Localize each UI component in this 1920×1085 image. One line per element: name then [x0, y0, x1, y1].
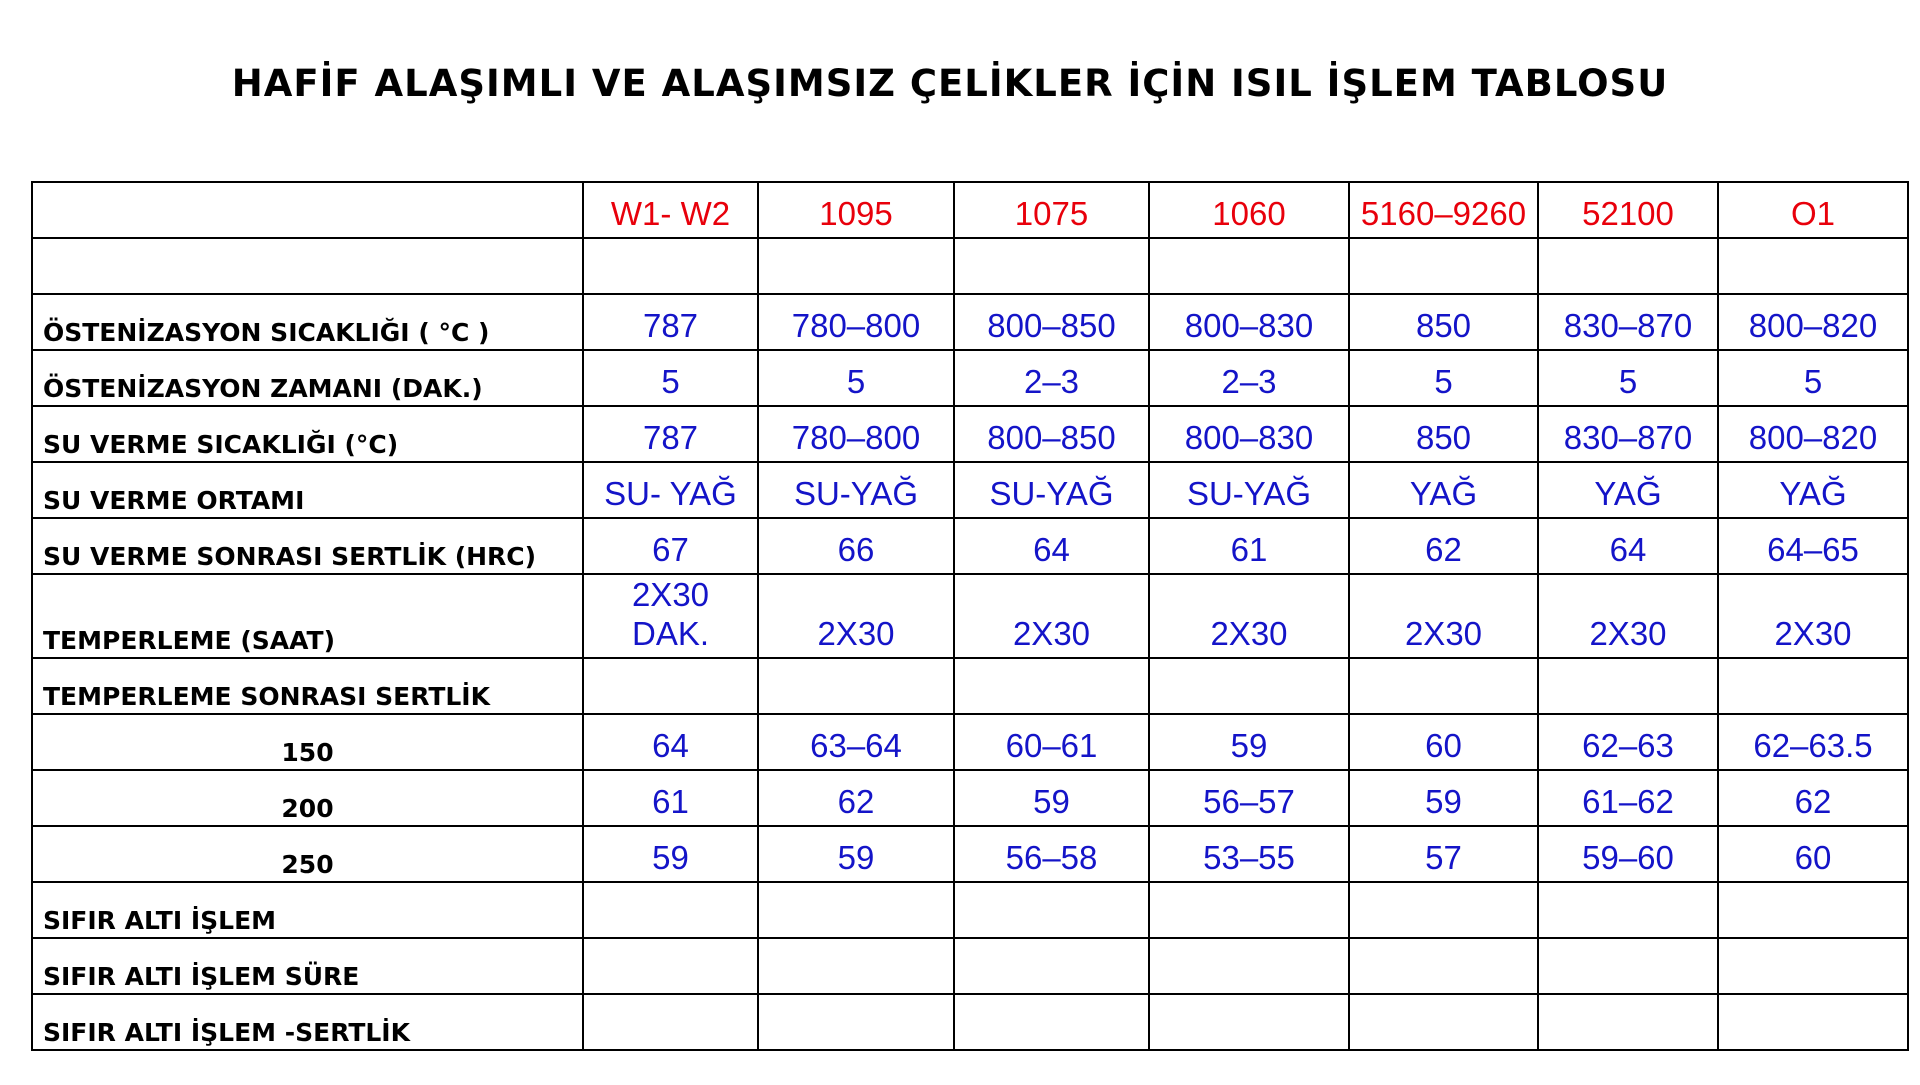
value-cell: 63–64 — [758, 714, 954, 770]
table-row — [32, 714, 1908, 770]
value-cell: 800–820 — [1718, 406, 1908, 462]
value-cell: 2–3 — [1149, 350, 1349, 406]
value-cell — [1349, 882, 1538, 938]
column-header: 5160–9260 — [1349, 182, 1538, 238]
value-cell: 787 — [583, 294, 758, 350]
value-cell: 57 — [1349, 826, 1538, 882]
table-body — [32, 238, 1908, 1050]
value-cell — [1538, 238, 1718, 294]
value-cell — [1149, 938, 1349, 994]
header-corner-cell — [32, 182, 583, 238]
table-row — [32, 826, 1908, 882]
row-label: ÖSTENİZASYON ZAMANI (DAK.) — [32, 350, 583, 406]
table-row — [32, 882, 1908, 938]
value-cell: 59 — [1149, 714, 1349, 770]
value-cell: 62 — [758, 770, 954, 826]
table-row — [32, 350, 1908, 406]
value-cell — [1349, 658, 1538, 714]
value-cell: 830–870 — [1538, 294, 1718, 350]
heat-treatment-table — [31, 181, 1909, 1051]
table-row — [32, 770, 1908, 826]
value-cell: 800–830 — [1149, 406, 1349, 462]
value-cell — [1349, 238, 1538, 294]
value-cell: 64–65 — [1718, 518, 1908, 574]
value-cell: 59 — [1349, 770, 1538, 826]
value-cell — [1538, 994, 1718, 1050]
value-cell: 66 — [758, 518, 954, 574]
row-label: 200 — [32, 770, 583, 826]
value-cell: 2X30 — [1349, 574, 1538, 658]
value-cell: 62 — [1718, 770, 1908, 826]
page-title: HAFİF ALAŞIMLI VE ALAŞIMSIZ ÇELİKLER İÇİN ISIL İŞLEM TABLOSU — [231, 62, 1669, 105]
table-row — [32, 462, 1908, 518]
table-row — [32, 238, 1908, 294]
value-cell: 780–800 — [758, 294, 954, 350]
value-cell: 5 — [1538, 350, 1718, 406]
value-cell: 56–57 — [1149, 770, 1349, 826]
value-cell: 2X30 — [1718, 574, 1908, 658]
value-cell — [954, 882, 1149, 938]
row-label: SIFIR ALTI İŞLEM — [32, 882, 583, 938]
value-cell: 61–62 — [1538, 770, 1718, 826]
value-cell — [1718, 658, 1908, 714]
value-cell: 2X30 — [1538, 574, 1718, 658]
value-cell — [1718, 882, 1908, 938]
value-cell: SU-YAĞ — [954, 462, 1149, 518]
value-cell: 850 — [1349, 406, 1538, 462]
table-row — [32, 518, 1908, 574]
value-cell: 64 — [583, 714, 758, 770]
value-cell: 2X30 — [758, 574, 954, 658]
value-cell — [1149, 658, 1349, 714]
row-label: TEMPERLEME (SAAT) — [32, 574, 583, 658]
value-cell — [954, 238, 1149, 294]
value-cell: SU-YAĞ — [1149, 462, 1349, 518]
value-cell — [954, 994, 1149, 1050]
value-cell: 59 — [758, 826, 954, 882]
value-cell — [1538, 882, 1718, 938]
value-cell — [758, 882, 954, 938]
value-cell: 5 — [1718, 350, 1908, 406]
column-header: 52100 — [1538, 182, 1718, 238]
value-cell: 2X30 — [1149, 574, 1349, 658]
value-cell — [583, 938, 758, 994]
value-cell: 53–55 — [1149, 826, 1349, 882]
value-cell — [583, 882, 758, 938]
value-cell: 59 — [583, 826, 758, 882]
value-cell: 59–60 — [1538, 826, 1718, 882]
value-cell: 787 — [583, 406, 758, 462]
value-cell — [583, 238, 758, 294]
value-cell: SU-YAĞ — [758, 462, 954, 518]
row-label: TEMPERLEME SONRASI SERTLİK — [32, 658, 583, 714]
value-cell: 2–3 — [954, 350, 1149, 406]
value-cell: 56–58 — [954, 826, 1149, 882]
column-header: 1060 — [1149, 182, 1349, 238]
value-cell: YAĞ — [1538, 462, 1718, 518]
value-cell: 780–800 — [758, 406, 954, 462]
value-cell — [758, 994, 954, 1050]
value-cell: 800–830 — [1149, 294, 1349, 350]
value-cell — [1718, 238, 1908, 294]
value-cell — [1718, 938, 1908, 994]
value-cell: 62–63 — [1538, 714, 1718, 770]
value-cell — [583, 994, 758, 1050]
table-row — [32, 406, 1908, 462]
value-cell — [758, 658, 954, 714]
column-header: 1095 — [758, 182, 954, 238]
row-label: 150 — [32, 714, 583, 770]
value-cell: 850 — [1349, 294, 1538, 350]
value-cell: 64 — [1538, 518, 1718, 574]
value-cell: 5 — [1349, 350, 1538, 406]
value-cell: 800–820 — [1718, 294, 1908, 350]
value-cell: 62–63.5 — [1718, 714, 1908, 770]
value-cell: YAĞ — [1349, 462, 1538, 518]
row-label: ÖSTENİZASYON SICAKLIĞI ( °C ) — [32, 294, 583, 350]
value-cell: 800–850 — [954, 406, 1149, 462]
value-cell — [583, 658, 758, 714]
row-label: SIFIR ALTI İŞLEM SÜRE — [32, 938, 583, 994]
value-cell: 5 — [583, 350, 758, 406]
row-label: SU VERME SONRASI SERTLİK (HRC) — [32, 518, 583, 574]
value-cell — [954, 658, 1149, 714]
header-row — [32, 182, 1908, 238]
value-cell: 2X30 DAK. — [583, 574, 758, 658]
value-cell — [1149, 882, 1349, 938]
value-cell: 60 — [1718, 826, 1908, 882]
row-label: 250 — [32, 826, 583, 882]
value-cell: 830–870 — [1538, 406, 1718, 462]
table-row — [32, 574, 1908, 658]
table-row — [32, 994, 1908, 1050]
value-cell — [1538, 938, 1718, 994]
value-cell: 5 — [758, 350, 954, 406]
value-cell: 62 — [1349, 518, 1538, 574]
value-cell: 800–850 — [954, 294, 1149, 350]
value-cell: 64 — [954, 518, 1149, 574]
row-label: SIFIR ALTI İŞLEM -SERTLİK — [32, 994, 583, 1050]
value-cell: 59 — [954, 770, 1149, 826]
column-header: W1- W2 — [583, 182, 758, 238]
value-cell: YAĞ — [1718, 462, 1908, 518]
value-cell — [1149, 238, 1349, 294]
value-cell: 61 — [1149, 518, 1349, 574]
table-row — [32, 938, 1908, 994]
row-label: SU VERME ORTAMI — [32, 462, 583, 518]
table-row — [32, 658, 1908, 714]
value-cell: 67 — [583, 518, 758, 574]
value-cell: 2X30 — [954, 574, 1149, 658]
value-cell: 61 — [583, 770, 758, 826]
column-header: O1 — [1718, 182, 1908, 238]
value-cell — [1538, 658, 1718, 714]
row-label — [32, 238, 583, 294]
value-cell — [1149, 994, 1349, 1050]
value-cell — [954, 938, 1149, 994]
value-cell: SU- YAĞ — [583, 462, 758, 518]
value-cell — [758, 238, 954, 294]
value-cell — [1718, 994, 1908, 1050]
value-cell: 60–61 — [954, 714, 1149, 770]
value-cell — [758, 938, 954, 994]
table-row — [32, 294, 1908, 350]
value-cell — [1349, 994, 1538, 1050]
column-header: 1075 — [954, 182, 1149, 238]
value-cell: 60 — [1349, 714, 1538, 770]
value-cell — [1349, 938, 1538, 994]
row-label: SU VERME SICAKLIĞI (°C) — [32, 406, 583, 462]
